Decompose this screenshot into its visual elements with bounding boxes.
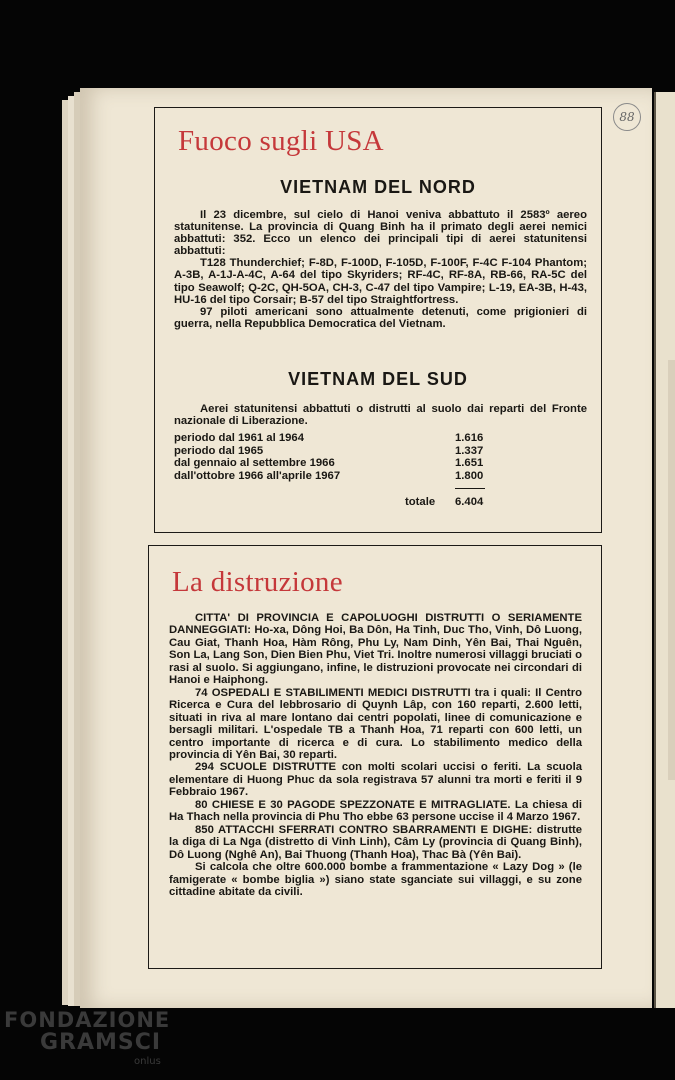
stats-row: dal gennaio al settembre 1966 1.651: [174, 457, 484, 470]
nord-text: [174, 209, 587, 330]
paragraph: CITTA' DI PROVINCIA E CAPOLUOGHI DISTRUTTI O SERIAMENTE DANNEGGIATI: Ho-xa, Dông Hoi, Ba Dôn, Ha Tinh, Duc Tho, Vinh, Dô Luong, Cau Giat, Thanh Hoa, Hàm Rông, Phu Ly, Nam Dinh, Yên Bai, Thai Nguên, Son La, Lang Son, Dien Bien Phu, Viet Tri. Inoltre numerosi villaggi bruciati o rasi al suolo. Si aggiungano, infine, le distruzioni provocate nei circondari di Hanoi e Haiphong.: [169, 612, 582, 687]
total-label: totale: [405, 496, 436, 508]
sud-heading: VIETNAM DEL SUD: [288, 369, 468, 389]
total-value: 6.404: [455, 496, 484, 508]
paragraph: Si calcola che oltre 600.000 bombe a frammentazione « Lazy Dog » (le famigerate « bombe biglia ») siano state sganciate sui villaggi, e su zone cittadine abitate da civili.: [169, 861, 582, 898]
watermark-line1: FONDAZIONE: [4, 1008, 171, 1032]
nord-heading: VIETNAM DEL NORD: [280, 177, 476, 197]
fuoco-title: Fuoco sugli USA: [178, 125, 384, 157]
stats-row: periodo dal 1961 al 1964 1.616: [174, 432, 484, 444]
stats-row: dall'ottobre 1966 all'aprile 1967 1.800: [174, 469, 484, 482]
paragraph: Il 23 dicembre, sul cielo di Hanoi veniva abbattuto il 2583º aereo statunitense. La provincia di Quang Binh ha il primato degli aerei nemici abbattuti: 352. Ecco un elenco dei principali tipi di aerei statunitensi abbattuti:: [174, 209, 587, 258]
sud-stats-table: [174, 432, 587, 482]
stats-row: periodo dal 1965 1.337: [174, 444, 484, 457]
page-number: 88: [613, 103, 641, 131]
total-rule: [455, 488, 485, 489]
sud-intro: Aerei statunitensi abbattuti o distrutti al suolo dai reparti del Fronte nazionale di Liberazione.: [174, 403, 587, 428]
paragraph: 80 CHIESE E 30 PAGODE SPEZZONATE E MITRAGLIATE. La chiesa di Ha Thach nella provincia di Phu Tho ebbe 63 persone uccise il 4 Marzo 1967.: [169, 798, 582, 824]
fuoco-box: [154, 107, 602, 533]
paragraph: T128 Thunderchief; F-8D, F-100D, F-105D, F-100F, F-4C F-104 Phantom; A-3B, A-1J-A-4C, A-64 del tipo Skyriders; RF-4C, RF-8A, RB-66, RA-5C del tipo Seawolf; Q-2C, QH-5OA, CH-3, C-47 del tipo Vampire; L-19, EA-3B, H-43, HU-16 del tipo Corsair; B-57 del tipo Straightfortress.: [174, 257, 587, 306]
paragraph: 97 piloti americani sono attualmente detenuti, come prigionieri di guerra, nella Repubblica Democratica del Vietnam.: [174, 305, 587, 330]
watermark-line3: onlus: [134, 1056, 161, 1067]
distruzione-title: La distruzione: [172, 566, 343, 598]
watermark-line2: GRAMSCI: [40, 1030, 162, 1055]
paragraph: 74 OSPEDALI E STABILIMENTI MEDICI DISTRUTTI tra i quali: Il Centro Ricerca e Cura del lebbrosario di Quynh Lâp, con 160 reparti, 2.600 letti, situati in riva al mare lontano dai centri popolati, linee di comunicazione e bersagli militari. L'ospedale TB a Thanh Hoa, 71 reparti con 600 letti, un centro importante di ricerca e di cura. Lo stabilimento medico della provincia di Yên Bai, 30 reparti.: [169, 686, 582, 761]
paragraph: 850 ATTACCHI SFERRATI CONTRO SBARRAMENTI E DIGHE: distrutte la diga di La Nga (distretto di Vinh Linh), Câm Ly (provincia di Quang Binh), Dô Luong (Nghê An), Bai Thuong (Thanh Hoa), Thac Bà (Yên Bai).: [169, 823, 582, 861]
adjacent-page-edge: [668, 360, 675, 780]
paragraph: 294 SCUOLE DISTRUTTE con molti scolari uccisi o feriti. La scuola elementare di Huong Phuc da sola registrava 57 alunni tra morti e feriti il 9 Febbraio 1967.: [169, 761, 582, 799]
distruzione-box: [148, 545, 602, 969]
distruzione-text: [169, 612, 582, 898]
